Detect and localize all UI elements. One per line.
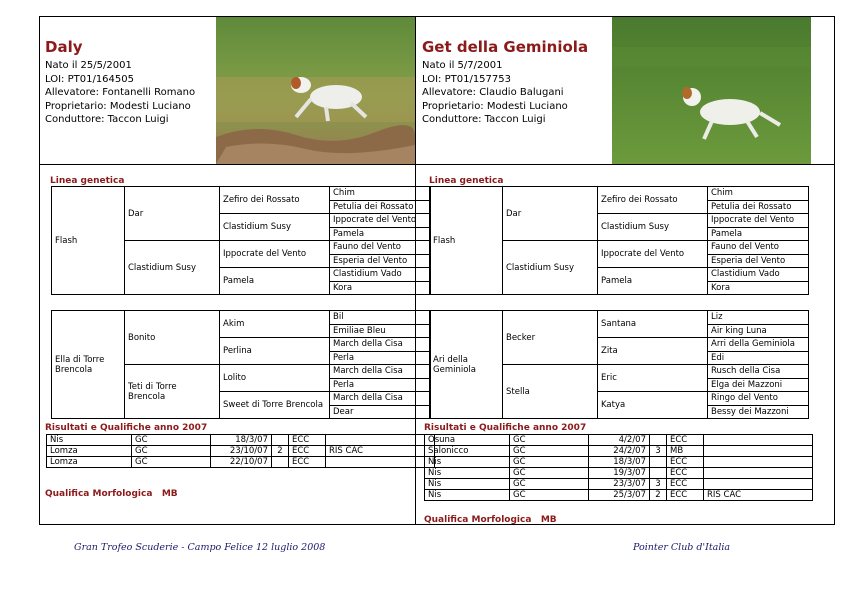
pedigree-ancestor: Bil bbox=[330, 311, 431, 325]
right-pedigree-table bbox=[429, 186, 809, 295]
pedigree-ancestor: Esperia del Vento bbox=[708, 254, 809, 268]
pedigree-ancestor: Arri della Geminiola bbox=[708, 338, 809, 352]
table-row bbox=[425, 479, 813, 490]
result-cell bbox=[704, 435, 813, 446]
right-loi: LOI: PT01/157753 bbox=[422, 73, 511, 85]
pedigree-ancestor: Bessy dei Mazzoni bbox=[708, 405, 809, 419]
result-cell bbox=[704, 457, 813, 468]
pedigree-ancestor: Liz bbox=[708, 311, 809, 325]
pedigree-ancestor: March della Cisa bbox=[330, 338, 431, 352]
pedigree-great-grandparent: Zita bbox=[598, 338, 708, 365]
pedigree-ancestor: Pamela bbox=[708, 227, 809, 241]
table-row bbox=[425, 446, 813, 457]
result-cell: GC bbox=[510, 457, 589, 468]
result-cell: 22/10/07 bbox=[211, 457, 272, 468]
result-cell: Salonicco bbox=[425, 446, 510, 457]
pedigree-great-grandparent: Eric bbox=[598, 365, 708, 392]
result-cell: GC bbox=[510, 479, 589, 490]
right-pedigree-title: Linea genetica bbox=[429, 176, 504, 186]
pedigree-ancestor: Chim bbox=[330, 187, 431, 201]
pedigree-parent: Flash bbox=[52, 187, 125, 295]
pedigree-great-grandparent: Zefiro dei Rossato bbox=[220, 187, 330, 214]
pedigree-ancestor: Rusch della Cisa bbox=[708, 365, 809, 379]
table-row bbox=[425, 468, 813, 479]
result-cell: 2 bbox=[650, 490, 667, 501]
result-cell: 23/10/07 bbox=[211, 446, 272, 457]
table-row bbox=[47, 457, 435, 468]
left-dog-header bbox=[45, 38, 195, 127]
pedigree-ancestor: Elga dei Mazzoni bbox=[708, 378, 809, 392]
result-cell: GC bbox=[132, 435, 211, 446]
right-dog-info bbox=[422, 59, 588, 127]
result-cell: ECC bbox=[289, 457, 326, 468]
pedigree-great-grandparent: Pamela bbox=[598, 268, 708, 295]
left-qualifica-label: Qualifica Morfologica bbox=[45, 489, 153, 499]
right-dog-header bbox=[422, 38, 588, 127]
table-row bbox=[47, 446, 435, 457]
result-cell: 18/3/07 bbox=[589, 457, 650, 468]
result-cell bbox=[704, 446, 813, 457]
result-cell bbox=[272, 435, 289, 446]
result-cell: ECC bbox=[667, 479, 704, 490]
pedigree-great-grandparent: Akim bbox=[220, 311, 330, 338]
result-cell: Nis bbox=[425, 468, 510, 479]
left-dog-name: Daly bbox=[45, 38, 83, 56]
pedigree-ancestor: March della Cisa bbox=[330, 392, 431, 406]
result-cell: Lomza bbox=[47, 446, 132, 457]
pedigree-great-grandparent: Zefiro dei Rossato bbox=[598, 187, 708, 214]
pedigree-great-grandparent: Ippocrate del Vento bbox=[220, 241, 330, 268]
left-pedigree-title: Linea genetica bbox=[50, 176, 125, 186]
pedigree-grandparent: Bonito bbox=[125, 311, 220, 365]
pedigree-ancestor: Chim bbox=[708, 187, 809, 201]
result-cell: Nis bbox=[425, 490, 510, 501]
pedigree-ancestor: Ippocrate del Vento bbox=[330, 214, 431, 228]
pedigree-parent: Ari della Geminiola bbox=[430, 311, 503, 419]
result-cell: Lomza bbox=[47, 457, 132, 468]
left-dog-photo bbox=[216, 17, 415, 164]
pedigree-great-grandparent: Katya bbox=[598, 392, 708, 419]
pedigree-ancestor: March della Cisa bbox=[330, 365, 431, 379]
right-birth: Nato il 5/7/2001 bbox=[422, 60, 503, 71]
right-dog-photo bbox=[612, 17, 811, 164]
result-cell: 25/3/07 bbox=[589, 490, 650, 501]
result-cell bbox=[704, 479, 813, 490]
result-cell bbox=[650, 435, 667, 446]
pedigree-grandparent: Clastidium Susy bbox=[503, 241, 598, 295]
pedigree-grandparent: Dar bbox=[503, 187, 598, 241]
pedigree-ancestor: Air king Luna bbox=[708, 324, 809, 338]
result-cell: GC bbox=[510, 468, 589, 479]
result-cell: 3 bbox=[650, 446, 667, 457]
result-cell: Nis bbox=[47, 435, 132, 446]
pedigree-ancestor: Perla bbox=[330, 378, 431, 392]
result-cell: ECC bbox=[667, 490, 704, 501]
pedigree-parent: Flash bbox=[430, 187, 503, 295]
pedigree-ancestor: Clastidium Vado bbox=[330, 268, 431, 282]
pedigree-great-grandparent: Perlina bbox=[220, 338, 330, 365]
result-cell: GC bbox=[510, 435, 589, 446]
result-cell bbox=[650, 457, 667, 468]
result-cell: GC bbox=[510, 490, 589, 501]
pedigree-ancestor: Ringo del Vento bbox=[708, 392, 809, 406]
pedigree-ancestor: Esperia del Vento bbox=[330, 254, 431, 268]
right-pedigree-table bbox=[429, 310, 809, 419]
result-cell: GC bbox=[132, 457, 211, 468]
table-row bbox=[47, 435, 435, 446]
result-cell: ECC bbox=[667, 435, 704, 446]
result-cell: ECC bbox=[289, 435, 326, 446]
right-dog-name: Get della Geminiola bbox=[422, 38, 589, 56]
pedigree-ancestor: Fauno del Vento bbox=[330, 241, 431, 255]
result-cell: 18/3/07 bbox=[211, 435, 272, 446]
pedigree-ancestor: Kora bbox=[330, 281, 431, 295]
pedigree-ancestor: Ippocrate del Vento bbox=[708, 214, 809, 228]
result-cell bbox=[326, 435, 435, 446]
left-breeder: Allevatore: Fontanelli Romano bbox=[45, 87, 196, 98]
result-cell bbox=[704, 468, 813, 479]
right-qualifica-value: MB bbox=[540, 515, 557, 525]
result-cell: RIS CAC bbox=[326, 446, 435, 457]
result-cell bbox=[272, 457, 289, 468]
result-cell: 24/2/07 bbox=[589, 446, 650, 457]
pedigree-ancestor: Kora bbox=[708, 281, 809, 295]
left-qualifica-value: MB bbox=[161, 489, 178, 499]
left-loi: LOI: PT01/164505 bbox=[45, 73, 134, 85]
result-cell: 2 bbox=[272, 446, 289, 457]
pedigree-ancestor: Pamela bbox=[330, 227, 431, 241]
pedigree-great-grandparent: Santana bbox=[598, 311, 708, 338]
pedigree-ancestor: Fauno del Vento bbox=[708, 241, 809, 255]
result-cell: 4/2/07 bbox=[589, 435, 650, 446]
footer-event: Gran Trofeo Scuderie - Campo Felice 12 luglio 2008 bbox=[74, 542, 326, 553]
table-row bbox=[425, 435, 813, 446]
table-row bbox=[425, 457, 813, 468]
pedigree-great-grandparent: Lolito bbox=[220, 365, 330, 392]
pedigree-grandparent: Stella bbox=[503, 365, 598, 419]
pedigree-grandparent: Becker bbox=[503, 311, 598, 365]
right-results-title: Risultati e Qualifiche anno 2007 bbox=[424, 423, 587, 433]
pedigree-great-grandparent: Sweet di Torre Brencola bbox=[220, 392, 330, 419]
pedigree-great-grandparent: Pamela bbox=[220, 268, 330, 295]
footer-club: Pointer Club d'Italia bbox=[633, 542, 731, 553]
pedigree-great-grandparent: Ippocrate del Vento bbox=[598, 241, 708, 268]
result-cell bbox=[326, 457, 435, 468]
result-cell: GC bbox=[510, 446, 589, 457]
pedigree-grandparent: Dar bbox=[125, 187, 220, 241]
result-cell: GC bbox=[132, 446, 211, 457]
pedigree-ancestor: Dear bbox=[330, 405, 431, 419]
pedigree-parent: Ella di Torre Brencola bbox=[52, 311, 125, 419]
pedigree-great-grandparent: Clastidium Susy bbox=[220, 214, 330, 241]
result-cell: ECC bbox=[289, 446, 326, 457]
right-qualifica bbox=[424, 515, 557, 525]
left-pedigree-table bbox=[51, 310, 431, 419]
result-cell: 3 bbox=[650, 479, 667, 490]
result-cell: MB bbox=[667, 446, 704, 457]
left-dog-info bbox=[45, 59, 195, 127]
result-cell: 23/3/07 bbox=[589, 479, 650, 490]
right-owner: Proprietario: Modesti Luciano bbox=[422, 100, 568, 112]
pedigree-ancestor: Perla bbox=[330, 351, 431, 365]
left-birth: Nato il 25/5/2001 bbox=[45, 60, 132, 71]
result-cell bbox=[650, 468, 667, 479]
right-handler: Conduttore: Taccon Luigi bbox=[422, 114, 546, 125]
pedigree-grandparent: Teti di Torre Brencola bbox=[125, 365, 220, 419]
right-results-grid bbox=[424, 434, 813, 501]
result-cell: 19/3/07 bbox=[589, 468, 650, 479]
result-cell: Nis bbox=[425, 479, 510, 490]
result-cell: Osuna bbox=[425, 435, 510, 446]
left-results-title: Risultati e Qualifiche anno 2007 bbox=[45, 423, 208, 433]
result-cell: Nis bbox=[425, 457, 510, 468]
right-breeder: Allevatore: Claudio Balugani bbox=[422, 87, 564, 98]
pedigree-ancestor: Emiliae Bleu bbox=[330, 324, 431, 338]
header-divider bbox=[39, 164, 835, 165]
pedigree-ancestor: Petulia dei Rossato bbox=[330, 200, 431, 214]
result-cell: ECC bbox=[667, 457, 704, 468]
result-cell: ECC bbox=[667, 468, 704, 479]
right-qualifica-label: Qualifica Morfologica bbox=[424, 515, 532, 525]
pedigree-ancestor: Edi bbox=[708, 351, 809, 365]
pedigree-ancestor: Clastidium Vado bbox=[708, 268, 809, 282]
left-owner: Proprietario: Modesti Luciano bbox=[45, 100, 191, 112]
left-handler: Conduttore: Taccon Luigi bbox=[45, 114, 169, 125]
result-cell: RIS CAC bbox=[704, 490, 813, 501]
pedigree-grandparent: Clastidium Susy bbox=[125, 241, 220, 295]
left-qualifica bbox=[45, 489, 178, 499]
pedigree-great-grandparent: Clastidium Susy bbox=[598, 214, 708, 241]
left-pedigree-table bbox=[51, 186, 431, 295]
table-row bbox=[425, 490, 813, 501]
pedigree-ancestor: Petulia dei Rossato bbox=[708, 200, 809, 214]
left-results-grid bbox=[46, 434, 435, 468]
